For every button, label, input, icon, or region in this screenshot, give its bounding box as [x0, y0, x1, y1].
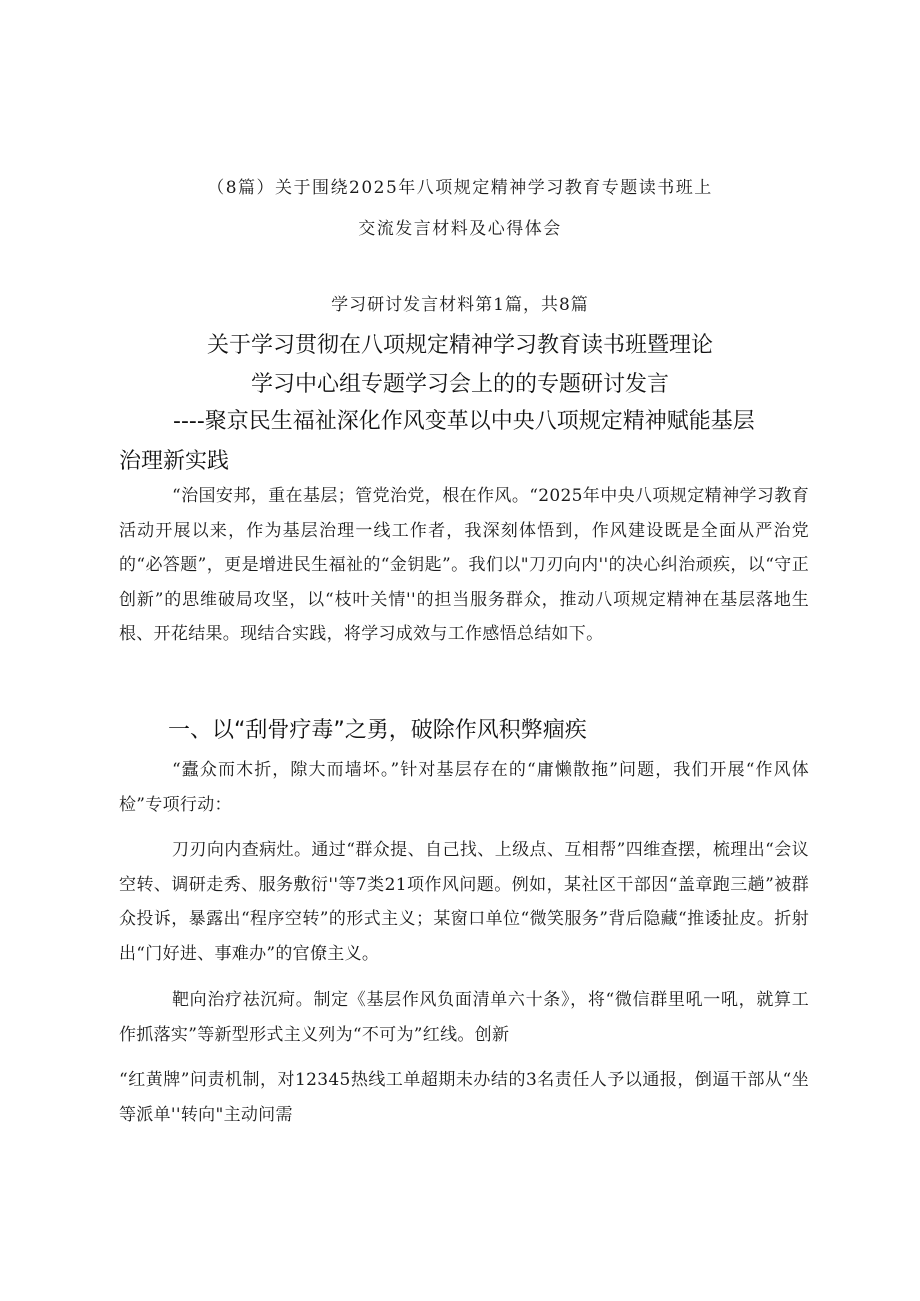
heading-line4: 治理新实践 [119, 449, 230, 474]
heading-line3: ----聚京民生福祉深化作风变革以中央八项规定精神赋能基层 [173, 409, 755, 434]
intro-paragraph: “治国安邦，重在基层；管党治党，根在作风。“2025年中央八项规定精神学习教育活动开展以来，作为基层治理一线工作者，我深刻体悟到，作风建设既是全面从严治党的“必答题”，更是增进民生福祉的“金钥匙”。我们以"刀刃向内''的决心纠治顽疾，以“守正创新”的思维破局攻坚，以“枝叶关情''的担当服务群众，推动八项规定精神在基层落地生根、开花结果。现结合实践，将学习成效与工作感悟总结如下。 [119, 486, 809, 644]
document-subtitle: 学习研讨发言材料第1篇，共8篇 [331, 295, 589, 315]
section1-paragraph-1: “蠹众而木折，隙大而墙坏。”针对基层存在的“庸懒散拖”问题，我们开展“作风体检”专项行动： [119, 760, 809, 815]
heading-line2: 学习中心组专题学习会上的的专题研讨发言 [250, 372, 669, 397]
section1-paragraph-2: 刀刃向内查病灶。通过“群众提、自己找、上级点、互相帮”四维查摆，梳理出“会议空转、调研走秀、服务敷衍''等7类21项作风问题。例如，某社区干部因“盖章跑三趟”被群众投诉，暴露出“程序空转”的形式主义；某窗口单位“微笑服务”背后隐藏“推诿扯皮。折射出“门好进、事难办”的官僚主义。 [119, 840, 809, 964]
section1-paragraph-4: “红黄牌”问责机制，对12345热线工单超期未办结的3名责任人予以通报，倒逼干部从“坐等派单''转向"主动问需 [119, 1070, 809, 1125]
section1-paragraph-3: 靶向治疗祛沉疴。制定《基层作风负面清单六十条》，将“微信群里吼一吼，就算工作抓落实”等新型形式主义列为“不可为”红线。创新 [119, 990, 809, 1045]
section-heading-1: 一、以“刮骨疗毒”之勇，破除作风积弊痼疾 [168, 718, 587, 743]
heading-line1: 关于学习贯彻在八项规定精神学习教育读书班暨理论 [206, 333, 713, 358]
document-title-line1: （8篇）关于围绕2025年八项规定精神学习教育专题读书班上 [207, 178, 713, 198]
document-title-line2: 交流发言材料及心得体会 [358, 219, 562, 239]
